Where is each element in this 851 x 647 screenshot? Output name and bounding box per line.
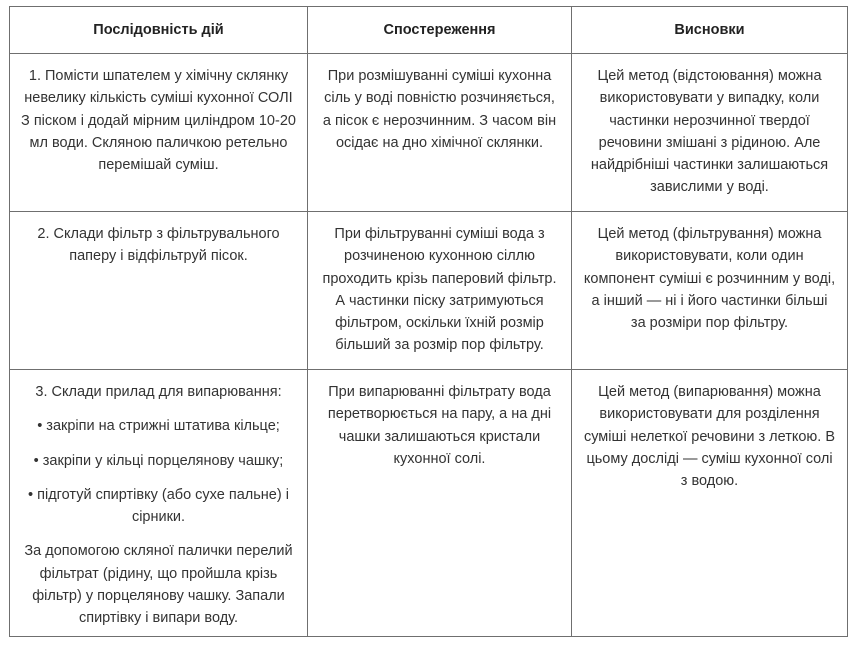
- conclusion-cell: Цей метод (відстоювання) можна використовувати у випадку, коли частинки нерозчинної твердої речовини змішані з рідиною. Але найдрібніші частинки залишаються завислими у воді.: [572, 54, 848, 212]
- steps-cell: [10, 370, 308, 637]
- table-row: [10, 54, 848, 212]
- table-header-row: [10, 7, 848, 54]
- observation-cell: При випарюванні фільтрату вода перетворюється на пару, а на дні чашки залишаються кристали кухонної солі.: [308, 370, 572, 637]
- steps-cell: [10, 54, 308, 212]
- conclusion-cell: Цей метод (фільтрування) можна використовувати, коли один компонент суміші є розчинним у воді, а інший — ні і його частинки більші за розміри пор фільтру.: [572, 212, 848, 370]
- experiment-table: [9, 6, 848, 637]
- step-text: 3. Склади прилад для випарювання:: [35, 384, 282, 400]
- table-row: [10, 370, 848, 637]
- observation-cell: При фільтруванні суміші вода з розчиненою кухонною сіллю проходить крізь паперовий фільтр. А частинки піску затримуються фільтром, оскільки їхній розмір більший за розмір пор фільтру.: [308, 212, 572, 370]
- column-header-observations: Спостереження: [308, 7, 572, 54]
- step-text: 1. Помісти шпателем у хімічну склянку невелику кількість суміші кухонної СОЛІ З піском і додай мірним циліндром 10-20 мл води. Скляною паличкою ретельно перемішай суміш.: [21, 68, 296, 174]
- step-bullet: • підготуй спиртівку (або сухе пальне) і сірники.: [28, 486, 289, 526]
- step-text: За допомогою скляної палички перелий фільтрат (рідину, що пройшла крізь фільтр) у порцелянову чашку. Запали спиртівку і випари воду.: [24, 543, 293, 627]
- step-bullet: • закріпи на стрижні штатива кільце;: [37, 418, 280, 435]
- observation-cell: При розмішуванні суміші кухонна сіль у воді повністю розчиняється, а пісок є нерозчинним. З часом він осідає на дно хімічної склянки.: [308, 54, 572, 212]
- step-text: 2. Склади фільтр з фільтрувального паперу і відфільтруй пісок.: [37, 226, 280, 265]
- column-header-steps: Послідовність дій: [10, 7, 308, 54]
- column-header-conclusions: Висновки: [572, 7, 848, 54]
- table-row: [10, 212, 848, 370]
- steps-cell: [10, 212, 308, 370]
- step-bullet: • закріпи у кільці порцелянову чашку;: [33, 452, 284, 469]
- conclusion-cell: Цей метод (випарювання) можна використовувати для розділення суміші нелеткої речовини з леткою. В цьому досліді — суміш кухонної солі з водою.: [572, 370, 848, 637]
